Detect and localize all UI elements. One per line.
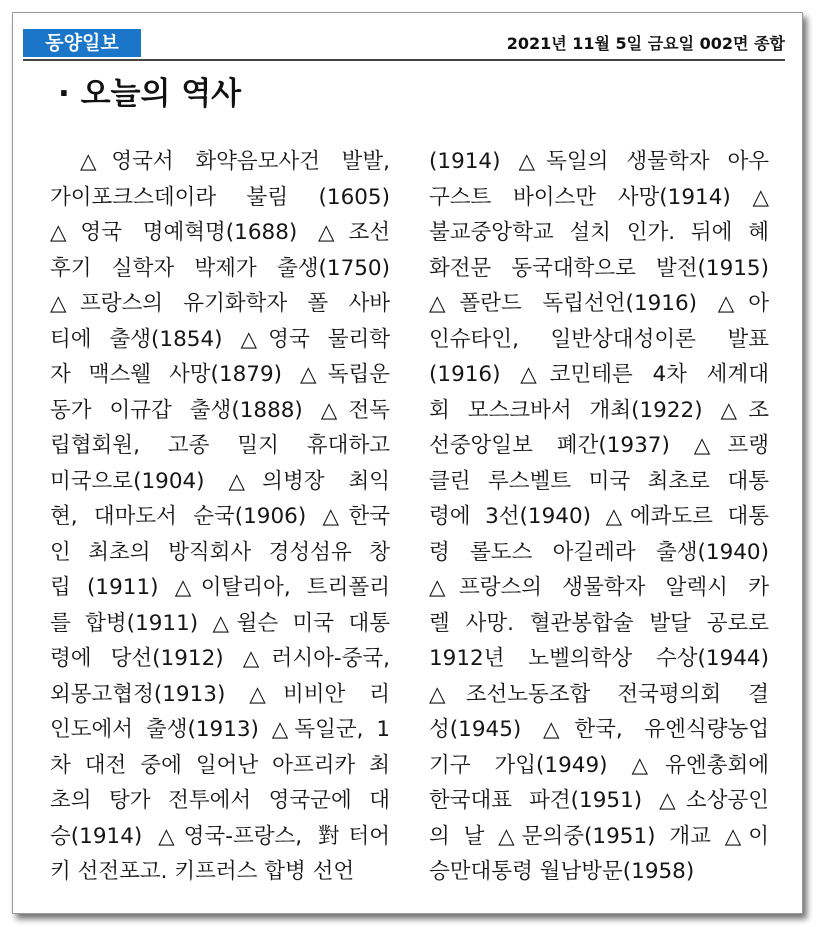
article-line: 선중앙일보 폐간(1937) △프랭 [429, 433, 769, 458]
article-line: 화전문 동국대학으로 발전(1915) [429, 255, 769, 281]
article-line: 성(1945) △한국, 유엔식량농업 [429, 717, 769, 742]
article-line: 클린 루스벨트 미국 최초로 대통 [429, 468, 769, 494]
article-line: △프랑스의 생물학자 알렉시 카 [429, 575, 769, 600]
article-line: △폴란드 독립선언(1916) △아 [429, 291, 769, 316]
article-line: 렐 사망. 혈관봉합술 발달 공로로 [429, 610, 769, 636]
article-line: 인슈타인, 일반상대성이론 발표 [429, 326, 769, 352]
article-line: 기구 가입(1949) △유엔총회에 [429, 752, 769, 778]
article-line: 1912년 노벨의학상 수상(1944) [429, 646, 769, 671]
article-line: 한국대표 파견(1951) △소상공인 [429, 788, 769, 813]
article-line: 가이포크스데이라 불림 (1605) [50, 184, 390, 210]
article-line: 구스트 바이스만 사망(1914) △ [429, 184, 769, 210]
column-title: · 오늘의 역사 [58, 76, 242, 112]
header-divider [23, 59, 785, 61]
article-line: 동가 이규갑 출생(1888) △전독 [50, 397, 390, 423]
article-line: 승(1914) △영국-프랑스, 對터어 [50, 823, 390, 849]
article-line: (1916) △코민테른 4차 세계대 [429, 362, 769, 387]
article-column-right [429, 144, 769, 890]
article-line: 티에 출생(1854) △영국 물리학 [50, 326, 390, 352]
article-line: 령 롤도스 아길레라 출생(1940) [429, 539, 769, 565]
article-line: 의 날 △문의중(1951) 개교 △이 [429, 823, 769, 849]
article-line: 후기 실학자 박제가 출생(1750) [50, 255, 390, 281]
article-line: 인 최초의 방직회사 경성섬유 창 [50, 539, 390, 565]
article-line: 현, 대마도서 순국(1906) △한국 [50, 504, 390, 529]
article-line: △영국 명예혁명(1688) △조선 [50, 220, 390, 245]
article-line: △영국서 화약음모사건 발발, [80, 149, 390, 174]
article-line: 키 선전포고. 키프러스 합병 선언 [50, 859, 355, 884]
newspaper-header [23, 27, 785, 60]
newspaper-logo: 동양일보 [23, 29, 141, 57]
article-line: 인도에서 출생(1913) △독일군, 1 [50, 717, 390, 742]
article-line: △조선노동조합 전국평의회 결 [429, 681, 769, 707]
article-line: (1914) △독일의 생물학자 아우 [429, 149, 769, 174]
article-line: 령에 3선(1940) △에콰도르 대통 [429, 504, 769, 529]
article-column-left [50, 144, 390, 890]
article-line: 립협회원, 고종 밀지 휴대하고 [50, 433, 390, 458]
article-line: 초의 탕가 전투에서 영국군에 대 [50, 788, 390, 813]
publication-dateline: 2021년 11월 5일 금요일 002면 종합 [506, 34, 785, 53]
article-line: 차 대전 중에 일어난 아프리카 최 [50, 752, 390, 778]
article-line: △프랑스의 유기화학자 폴 사바 [50, 291, 390, 316]
article-line: 불교중앙학교 설치 인가. 뒤에 혜 [429, 220, 769, 245]
article-line: 미국으로(1904) △의병장 최익 [50, 468, 390, 494]
article-line: 자 맥스웰 사망(1879) △독립운 [50, 362, 390, 387]
article-line: 승만대통령 월남방문(1958) [429, 859, 695, 884]
article-line: 외몽고협정(1913) △비비안 리 [50, 681, 390, 707]
article-line: 회 모스크바서 개최(1922) △조 [429, 397, 769, 423]
article-line: 령에 당선(1912) △러시아-중국, [50, 646, 390, 671]
article-line: 립 (1911) △이탈리아, 트리폴리 [50, 575, 390, 600]
article-line: 를 합병(1911) △윌슨 미국 대통 [50, 610, 390, 636]
